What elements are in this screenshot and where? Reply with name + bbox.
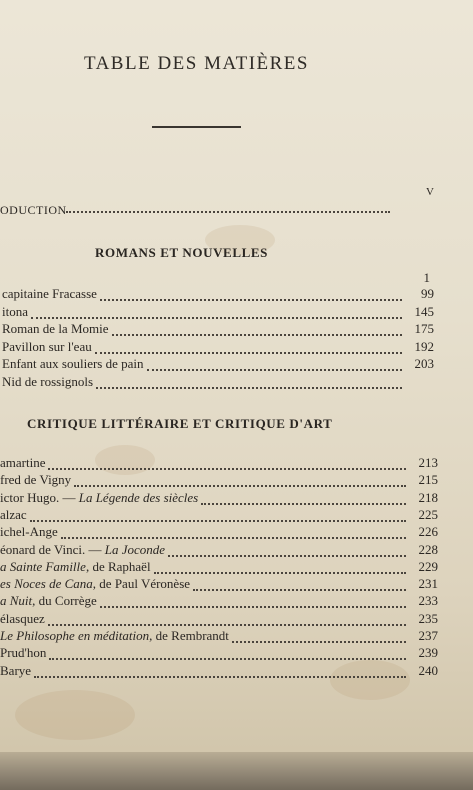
toc-entry-page: 218 bbox=[418, 489, 438, 505]
toc-entry-title-part: Enfant aux souliers de pain bbox=[2, 356, 144, 371]
toc-entry bbox=[0, 490, 438, 506]
page-title: TABLE DES MATIÈRES bbox=[84, 53, 309, 74]
dot-leader bbox=[48, 458, 406, 470]
toc-entry-title-part: Nid de rossignols bbox=[2, 373, 93, 389]
toc-entry-title bbox=[0, 576, 190, 592]
toc-entry-title bbox=[2, 374, 93, 390]
toc-entry-title-part: Le Philosophe en méditation bbox=[0, 628, 150, 643]
toc-entry-title-part: éonard de Vinci. — bbox=[0, 541, 105, 557]
toc-entry-title bbox=[2, 286, 97, 302]
toc-entry bbox=[2, 321, 434, 337]
dot-leader bbox=[61, 527, 406, 539]
toc-entry bbox=[2, 286, 434, 302]
dot-leader bbox=[34, 666, 406, 678]
toc-entry-page: 229 bbox=[418, 558, 438, 574]
dot-leader bbox=[201, 493, 406, 505]
toc-entry-title: ODUCTION bbox=[0, 203, 67, 217]
toc-entry bbox=[0, 611, 438, 627]
page-edge-shadow bbox=[0, 752, 473, 790]
toc-entry-title bbox=[0, 559, 151, 575]
toc-entry-title-part: fred de Vigny bbox=[0, 472, 72, 488]
toc-entry-page: 239 bbox=[418, 645, 438, 661]
toc-entry bbox=[0, 524, 438, 540]
toc-entry bbox=[2, 356, 434, 372]
toc-entry-page: 228 bbox=[418, 541, 438, 557]
toc-entry-title bbox=[0, 455, 45, 471]
toc-entry bbox=[2, 374, 434, 390]
toc-entry bbox=[0, 593, 438, 609]
title-rule bbox=[152, 126, 241, 128]
paper-stain bbox=[15, 690, 135, 740]
dot-leader bbox=[112, 324, 402, 336]
toc-entry-title bbox=[2, 321, 109, 337]
section-heading-romans: ROMANS ET NOUVELLES bbox=[95, 245, 268, 260]
dot-leader bbox=[168, 545, 406, 557]
dot-leader bbox=[96, 377, 402, 389]
toc-entry-title-part: alzac bbox=[0, 506, 27, 522]
dot-leader bbox=[100, 289, 402, 301]
dot-leader bbox=[147, 359, 402, 371]
toc-entry-page: 225 bbox=[418, 506, 438, 522]
toc-entry-title-part: , de Raphaël bbox=[85, 558, 151, 574]
toc-entry-page: 1 bbox=[423, 270, 430, 285]
toc-entry-title-part: Prud'hon bbox=[0, 645, 47, 661]
toc-entry bbox=[0, 576, 438, 592]
toc-entry-page: 240 bbox=[418, 662, 438, 678]
toc-entry-page: 175 bbox=[414, 321, 434, 336]
dot-leader bbox=[48, 614, 406, 626]
toc-entry-page: 213 bbox=[418, 455, 438, 470]
toc-entry bbox=[0, 645, 438, 661]
toc-entry-title-part: ictor Hugo. — bbox=[0, 489, 79, 505]
toc-entry-title bbox=[0, 663, 31, 679]
dot-leader bbox=[30, 510, 406, 522]
section-heading-critique: CRITIQUE LITTÉRAIRE ET CRITIQUE D'ART bbox=[27, 416, 333, 431]
dot-leader bbox=[66, 201, 390, 213]
toc-entry-title bbox=[0, 490, 198, 506]
toc-entry-title bbox=[0, 628, 229, 644]
toc-entry bbox=[0, 628, 438, 644]
toc-entry-page: 233 bbox=[418, 593, 438, 609]
toc-entry-title bbox=[2, 304, 28, 320]
toc-entry-title-part: ichel-Ange bbox=[0, 524, 58, 540]
toc-entry bbox=[2, 304, 434, 320]
toc-entry-title-part: Pavillon sur l'eau bbox=[2, 338, 92, 354]
toc-entry-page: 215 bbox=[418, 472, 438, 488]
toc-entry-title bbox=[2, 356, 144, 372]
toc-entry-page: 145 bbox=[414, 303, 434, 319]
toc-entry-introduction bbox=[0, 203, 440, 219]
toc-entry-title-part: élasquez bbox=[0, 610, 45, 626]
toc-entry-page: 231 bbox=[418, 576, 438, 592]
toc-entry bbox=[0, 559, 438, 575]
toc-entry-page: 226 bbox=[418, 524, 438, 540]
toc-entry-title-part: , du Corrège bbox=[32, 593, 97, 609]
toc-entry-title-part: a Nuit bbox=[0, 593, 33, 609]
dot-leader bbox=[193, 579, 406, 591]
toc-entry-title-part: capitaine Fracasse bbox=[2, 286, 97, 301]
toc-entry bbox=[2, 339, 434, 355]
toc-entry-title bbox=[0, 611, 45, 627]
toc-entry-title-part: , de Paul Véronèse bbox=[92, 576, 191, 592]
toc-entry-title bbox=[0, 472, 71, 488]
toc-entry-page: 192 bbox=[414, 338, 434, 354]
toc-entry-title-part: La Joconde bbox=[104, 541, 166, 557]
toc-entry-title bbox=[0, 542, 165, 558]
toc-entry-page: 99 bbox=[421, 286, 434, 301]
toc-entry bbox=[0, 507, 438, 523]
toc-entry-title bbox=[0, 645, 46, 661]
toc-entry bbox=[0, 663, 438, 679]
toc-entry-title-part: es Noces de Cana bbox=[0, 576, 93, 592]
toc-entry-page: V bbox=[426, 186, 434, 198]
dot-leader bbox=[95, 342, 402, 354]
toc-entry-title-part: amartine bbox=[0, 455, 46, 470]
toc-entry bbox=[0, 455, 438, 471]
dot-leader bbox=[232, 631, 406, 643]
toc-entry-title-part: , de Rembrandt bbox=[149, 628, 229, 643]
toc-entry-title-part: Roman de la Momie bbox=[2, 321, 109, 336]
toc-entry-page: 237 bbox=[418, 628, 438, 643]
toc-entry-title bbox=[0, 593, 97, 609]
toc-entry-title bbox=[0, 507, 27, 523]
toc-entry-title-part: itona bbox=[2, 303, 28, 319]
toc-entry-title-part: a Sainte Famille bbox=[0, 558, 86, 574]
toc-entry bbox=[0, 542, 438, 558]
toc-entry bbox=[0, 472, 438, 488]
dot-leader bbox=[49, 648, 406, 660]
toc-entry-title-part: Barye bbox=[0, 662, 32, 678]
toc-entry-title-part: La Légende des siècles bbox=[78, 489, 199, 505]
dot-leader bbox=[31, 307, 402, 319]
toc-entry-title bbox=[0, 524, 58, 540]
dot-leader bbox=[154, 562, 406, 574]
toc-entry-title bbox=[2, 339, 92, 355]
toc-entry-page: 235 bbox=[418, 610, 438, 626]
dot-leader bbox=[74, 475, 406, 487]
dot-leader bbox=[100, 596, 406, 608]
toc-entry-page: 203 bbox=[414, 356, 434, 371]
